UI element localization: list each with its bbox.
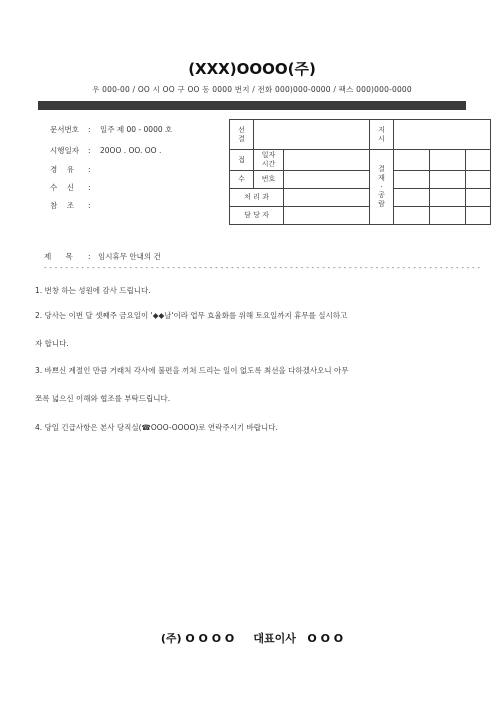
company-address: 우 000-00 / OO 시 OO 구 OO 동 0000 번지 / 전화 000)000-0000 / 팩스 000)000-0000 [92, 85, 412, 94]
meta-sep: : [88, 201, 91, 210]
subject-sep: : [88, 252, 91, 261]
approval-receipt-label-bottom: 수 [230, 171, 254, 189]
meta-label: 참 조 [50, 201, 75, 210]
subject-text: 임시휴무 안내의 건 [98, 252, 161, 261]
meta-value: 일주 제 00 - 0000 호 [100, 125, 173, 134]
approval-prior-cell [254, 120, 370, 150]
body-item-3: 3. 바쁘신 계절인 만큼 거래처 각사에 불편을 끼쳐 드리는 일이 없도록 최선을 다하겠사오니 아무 [35, 366, 349, 375]
approval-sign-cell [466, 150, 491, 171]
approval-person-cell [284, 207, 370, 225]
approval-sign-cell [394, 150, 430, 171]
header-divider-bar [38, 101, 466, 110]
body-item-2-cont: 자 합니다. [35, 339, 69, 348]
approval-datetime-label: 일자 시간 [254, 150, 284, 171]
approval-receipt-label-top: 접 [230, 150, 254, 171]
approval-sign-cell [466, 207, 491, 225]
approval-review-label: 결 재 · 공 람 [370, 150, 394, 225]
approval-dept-cell [284, 189, 370, 207]
approval-prior-label: 선 결 [230, 120, 254, 150]
meta-sep: : [88, 125, 91, 134]
body-item-2: 2. 당사는 이번 달 셋째주 금요일이 '◆◆날'이라 업무 효율화를 위해 토요일까지 휴무를 실시하고 [35, 311, 348, 320]
body-item-1: 1. 번창 하는 성원에 감사 드립니다. [35, 286, 151, 295]
meta-issue-date [50, 145, 161, 156]
approval-sign-cell [430, 171, 466, 189]
approval-table [229, 119, 491, 225]
meta-via [50, 164, 100, 175]
signature-line: (주) O O O O 대표이사 O O O [160, 632, 344, 645]
approval-sign-cell [430, 189, 466, 207]
approval-sign-cell [394, 171, 430, 189]
meta-value: 20OO . OO. OO . [100, 146, 162, 155]
approval-sign-cell [466, 189, 491, 207]
subject-line [44, 251, 161, 262]
body-item-4: 4. 당일 긴급사항은 본사 당직실(☎OOO-OOOO)로 연락주시기 바랍니다. [35, 423, 278, 432]
dashed-divider: - - - - - - - - - - - - - - - - - - - - - - - - - - - - - - - - - - - - - - - - - - - - - - - - - - - - - - - - - - - - - - - - - - - - - - - - - - - - - - - - - - [44, 264, 481, 272]
approval-sign-cell [430, 150, 466, 171]
meta-sep: : [88, 165, 91, 174]
meta-label: 시행일자 [50, 146, 79, 155]
approval-person-label: 담 당 자 [230, 207, 284, 225]
meta-label: 수 신 [50, 183, 75, 192]
meta-reference [50, 200, 100, 211]
approval-datetime-cell [284, 150, 370, 171]
meta-doc-number [50, 124, 172, 135]
approval-instruction-cell [394, 120, 491, 150]
body-item-3-cont: 쪼록 넓으신 이해와 협조를 부탁드립니다. [35, 394, 171, 403]
approval-sign-cell [394, 207, 430, 225]
company-name: (XXX)OOOO(주) [188, 60, 316, 78]
meta-label: 경 유 [50, 165, 75, 174]
meta-sep: : [88, 183, 91, 192]
approval-sign-cell [430, 207, 466, 225]
approval-instruction-label: 지 시 [370, 120, 394, 150]
approval-dept-label: 처 리 과 [230, 189, 284, 207]
approval-sign-cell [394, 189, 430, 207]
approval-number-label: 번호 [254, 171, 284, 189]
meta-recipient [50, 182, 100, 193]
meta-sep: : [88, 146, 91, 155]
meta-label: 문서번호 [50, 125, 79, 134]
subject-label: 제 목 [44, 252, 73, 261]
approval-sign-cell [466, 171, 491, 189]
approval-number-cell [284, 171, 370, 189]
